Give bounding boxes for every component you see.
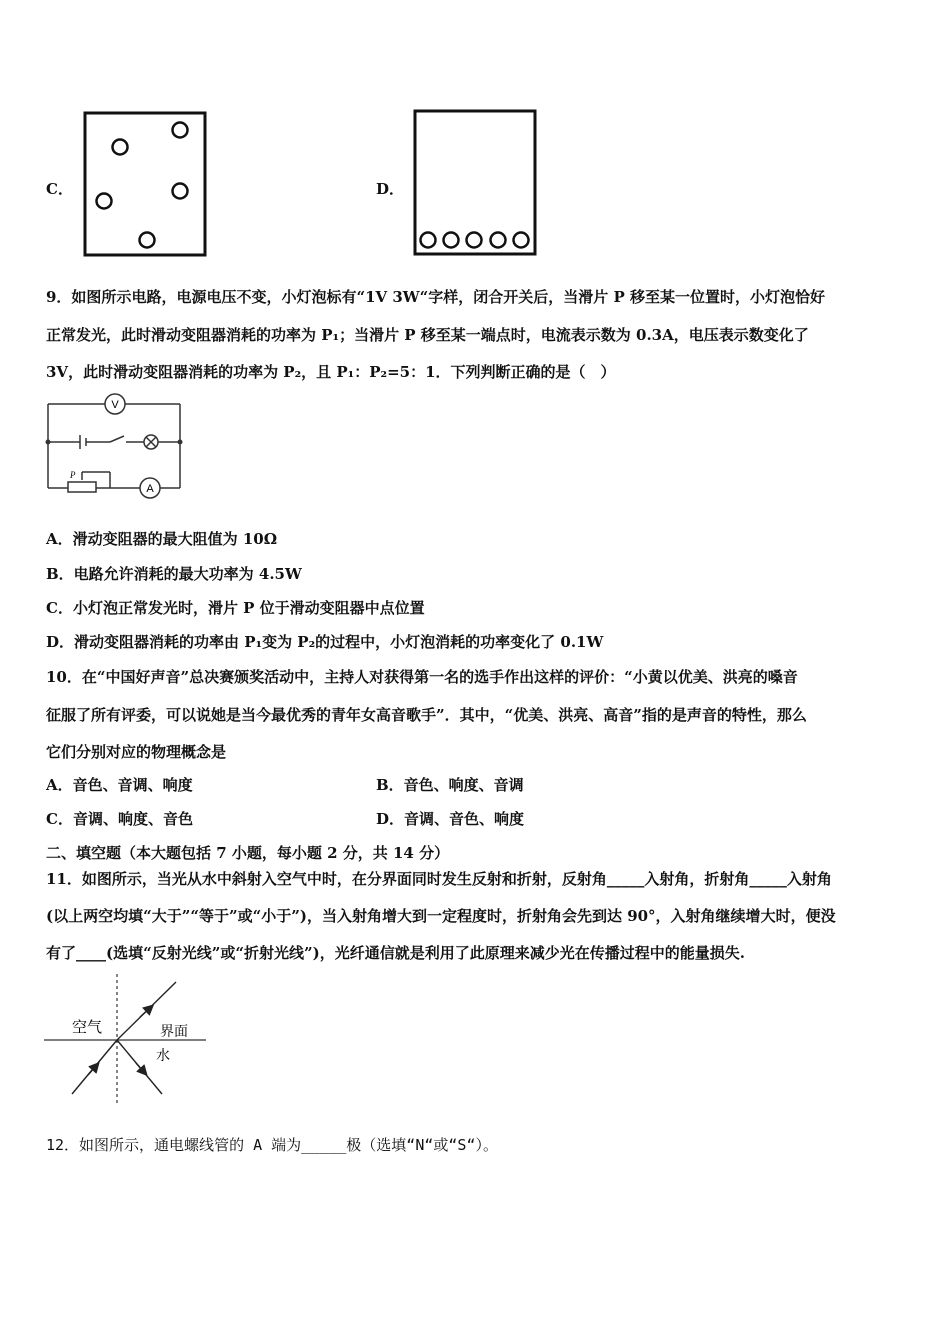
- q9-circuit-diagram: [40, 392, 190, 502]
- option-c-label: C．: [46, 180, 73, 198]
- q10-line-1: 10．在“中国好声音”总决赛颁奖活动中，主持人对获得第一名的选手作出这样的评价：“小黄以优美、洪亮的嗓音: [46, 668, 798, 686]
- slider-label: P: [70, 470, 76, 480]
- q10-line-3: 它们分别对应的物理概念是: [46, 743, 227, 761]
- ball: [467, 233, 482, 248]
- ball: [97, 194, 112, 209]
- voltmeter-label: V: [111, 399, 119, 411]
- ball: [514, 233, 529, 248]
- q11-line-1: 11．如图所示，当光从水中斜射入空气中时，在分界面同时发生反射和折射，反射角_____入射角，折射角_____入射角: [46, 870, 832, 888]
- q10-option-d: D．音调、音色、响度: [376, 810, 525, 828]
- ammeter-label: A: [146, 483, 154, 495]
- q11-refraction-diagram: [40, 972, 220, 1112]
- q10-option-b: B．音色、响度、音调: [376, 776, 524, 794]
- q9-line-3: 3V，此时滑动变阻器消耗的功率为 P₂，且 P₁：P₂=5：1．下列判断正确的是（ ）: [46, 363, 616, 381]
- q9-option-c: C．小灯泡正常发光时，滑片 P 位于滑动变阻器中点位置: [46, 599, 425, 617]
- interface-label: 界面: [160, 1024, 188, 1040]
- q9-option-b: B．电路允许消耗的最大功率为 4.5W: [46, 565, 302, 583]
- q9-option-d: D．滑动变阻器消耗的功率由 P₁变为 P₂的过程中，小灯泡消耗的功率变化了 0.1W: [46, 633, 604, 651]
- option-d-label: D．: [376, 180, 405, 198]
- q10-line-2: 征服了所有评委，可以说她是当今最优秀的青年女高音歌手”．其中，“优美、洪亮、高音”指的是声音的特性，那么: [46, 706, 807, 724]
- q11-line-3: 有了____(选填“反射光线”或“折射光线”)，光纤通信就是利用了此原理来减少光在传播过程中的能量损失.: [46, 944, 745, 962]
- ball: [113, 140, 128, 155]
- air-label: 空气: [72, 1018, 103, 1036]
- section-2-heading: 二、填空题（本大题包括 7 小题，每小题 2 分，共 14 分）: [46, 844, 450, 862]
- q9-line-2: 正常发光，此时滑动变阻器消耗的功率为 P₁；当滑片 P 移至某一端点时，电流表示数为 0.3A，电压表示数变化了: [46, 326, 809, 344]
- ball: [140, 233, 155, 248]
- option-d-figure: [412, 108, 538, 258]
- q10-option-c: C．音调、响度、音色: [46, 810, 193, 828]
- q11-line-2: (以上两空均填“大于”“等于”或“小于”)，当入射角增大到一定程度时，折射角会先到达 90°，入射角继续增大时，便没: [46, 907, 836, 925]
- ball: [491, 233, 506, 248]
- q12-line-1: 12．如图所示，通电螺线管的 A 端为_____极（选填“N“或“S“）。: [46, 1136, 498, 1154]
- q10-option-a: A．音色、音调、响度: [46, 776, 193, 794]
- ball: [421, 233, 436, 248]
- option-c-figure: [82, 110, 208, 258]
- ball: [173, 123, 188, 138]
- q9-line-1: 9．如图所示电路，电源电压不变，小灯泡标有“1V 3W“字样，闭合开关后，当滑片 P 移至某一位置时，小灯泡恰好: [46, 288, 826, 306]
- water-label: 水: [156, 1048, 170, 1064]
- ball: [173, 184, 188, 199]
- ball: [444, 233, 459, 248]
- q9-option-a: A．滑动变阻器的最大阻值为 10Ω: [46, 530, 278, 548]
